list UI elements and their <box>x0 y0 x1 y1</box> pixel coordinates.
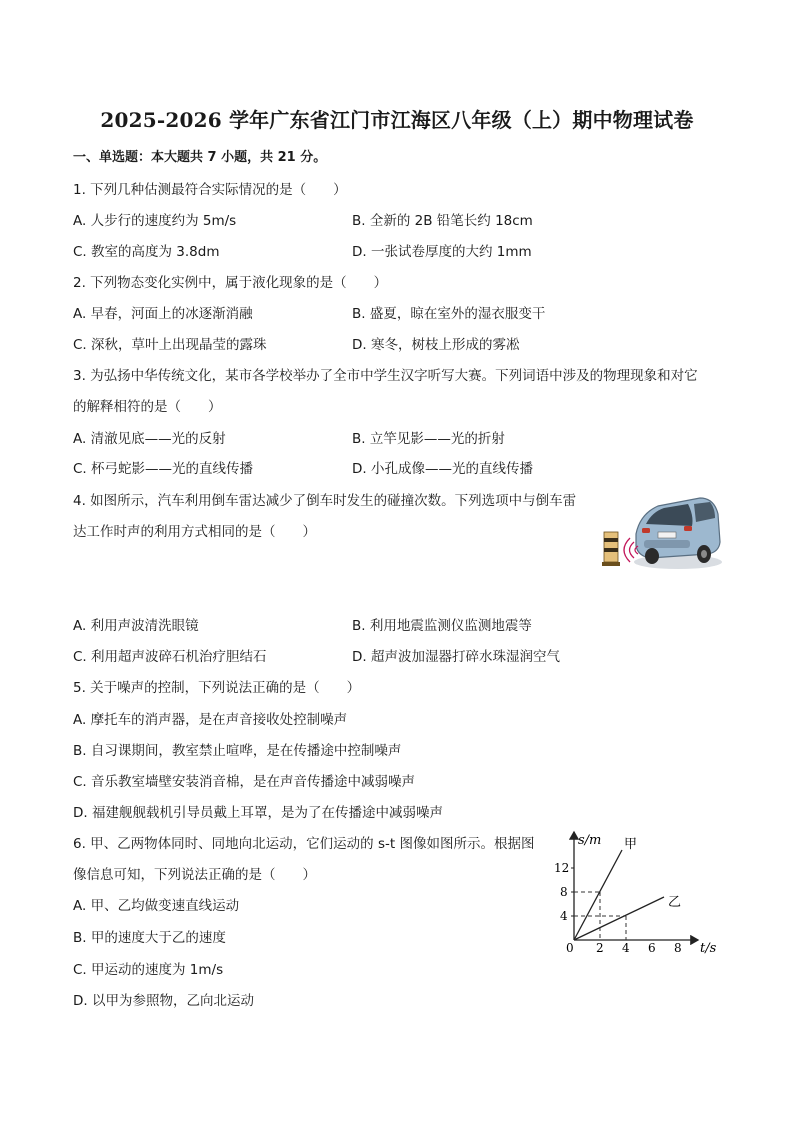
question-6-stem-line-1: 6. 甲、乙两物体同时、同地向北运动，它们运动的 s-t 图像如图所示。根据图 <box>73 836 535 852</box>
question-2-option-c[interactable]: C. 深秋，草叶上出现晶莹的露珠 <box>73 337 267 353</box>
question-6-stem-line-2: 像信息可知，下列说法正确的是（ ） <box>73 867 316 883</box>
question-5-option-a[interactable]: A. 摩托车的消声器，是在声音接收处控制噪声 <box>73 712 348 728</box>
s-t-graph <box>548 826 728 958</box>
line-yi <box>574 897 664 940</box>
line-yi-label: 乙 <box>668 895 682 910</box>
origin-label: 0 <box>566 941 574 955</box>
question-2-stem: 2. 下列物态变化实例中，属于液化现象的是（ ） <box>73 275 388 291</box>
question-5-stem: 5. 关于噪声的控制，下列说法正确的是（ ） <box>73 680 361 696</box>
y-tick-4: 4 <box>560 909 568 923</box>
question-2-option-d[interactable]: D. 寒冬，树枝上形成的雾凇 <box>352 337 520 353</box>
question-6-option-a[interactable]: A. 甲、乙均做变速直线运动 <box>73 898 240 914</box>
question-1-stem: 1. 下列几种估测最符合实际情况的是（ ） <box>73 182 347 198</box>
x-axis-label: t/s <box>700 941 717 956</box>
question-5-option-c[interactable]: C. 音乐教室墙壁安装消音棉，是在声音传播途中减弱噪声 <box>73 774 416 790</box>
question-4-option-b[interactable]: B. 利用地震监测仪监测地震等 <box>352 618 532 634</box>
x-tick-2: 2 <box>596 941 604 955</box>
question-3-option-c[interactable]: C. 杯弓蛇影——光的直线传播 <box>73 461 254 477</box>
question-4-option-c[interactable]: C. 利用超声波碎石机治疗胆结石 <box>73 649 267 665</box>
section-heading: 一、单选题：本大题共 7 小题，共 21 分。 <box>73 150 327 165</box>
reversing-car-radar-icon <box>596 486 724 578</box>
question-3-option-d[interactable]: D. 小孔成像——光的直线传播 <box>352 461 533 477</box>
page-title: 2025-2026 学年广东省江门市江海区八年级（上）期中物理试卷 <box>100 108 694 132</box>
question-5-option-b[interactable]: B. 自习课期间，教室禁止喧哗，是在传播途中控制噪声 <box>73 743 402 759</box>
question-6-option-d[interactable]: D. 以甲为参照物，乙向北运动 <box>73 993 254 1009</box>
question-1-option-b[interactable]: B. 全新的 2B 铅笔长约 18cm <box>352 213 533 229</box>
line-jia-label: 甲 <box>624 837 638 852</box>
question-5-option-d[interactable]: D. 福建舰舰载机引导员戴上耳罩，是为了在传播途中减弱噪声 <box>73 805 443 821</box>
y-axis-label: s/m <box>578 833 602 848</box>
x-tick-8: 8 <box>674 941 682 955</box>
question-2-option-b[interactable]: B. 盛夏，晾在室外的湿衣服变干 <box>352 306 546 322</box>
x-tick-6: 6 <box>648 941 656 955</box>
question-6-option-b[interactable]: B. 甲的速度大于乙的速度 <box>73 930 226 946</box>
y-tick-8: 8 <box>560 885 568 899</box>
question-6-option-c[interactable]: C. 甲运动的速度为 1m/s <box>73 962 224 978</box>
question-4-option-a[interactable]: A. 利用声波清洗眼镜 <box>73 618 199 634</box>
x-tick-4: 4 <box>622 941 630 955</box>
line-jia <box>574 850 622 940</box>
question-1-option-a[interactable]: A. 人步行的速度约为 5m/s <box>73 213 237 229</box>
question-3-stem-line-1: 3. 为弘扬中华传统文化，某市各学校举办了全市中学生汉字听写大赛。下列词语中涉及的物理现象和对它 <box>73 368 698 384</box>
question-2-option-a[interactable]: A. 早春，河面上的冰逐渐消融 <box>73 306 253 322</box>
question-3-option-a[interactable]: A. 清澈见底——光的反射 <box>73 431 226 447</box>
question-4-option-d[interactable]: D. 超声波加湿器打碎水珠湿润空气 <box>352 649 560 665</box>
y-tick-12: 12 <box>554 861 570 875</box>
question-1-option-c[interactable]: C. 教室的高度为 3.8dm <box>73 244 220 260</box>
question-3-option-b[interactable]: B. 立竿见影——光的折射 <box>352 431 505 447</box>
question-3-stem-line-2: 的解释相符的是（ ） <box>73 399 222 415</box>
question-1-option-d[interactable]: D. 一张试卷厚度的大约 1mm <box>352 244 532 260</box>
question-4-stem-line-2: 达工作时声的利用方式相同的是（ ） <box>73 524 316 540</box>
question-4-stem-line-1: 4. 如图所示，汽车利用倒车雷达减少了倒车时发生的碰撞次数。下列选项中与倒车雷 <box>73 493 577 509</box>
